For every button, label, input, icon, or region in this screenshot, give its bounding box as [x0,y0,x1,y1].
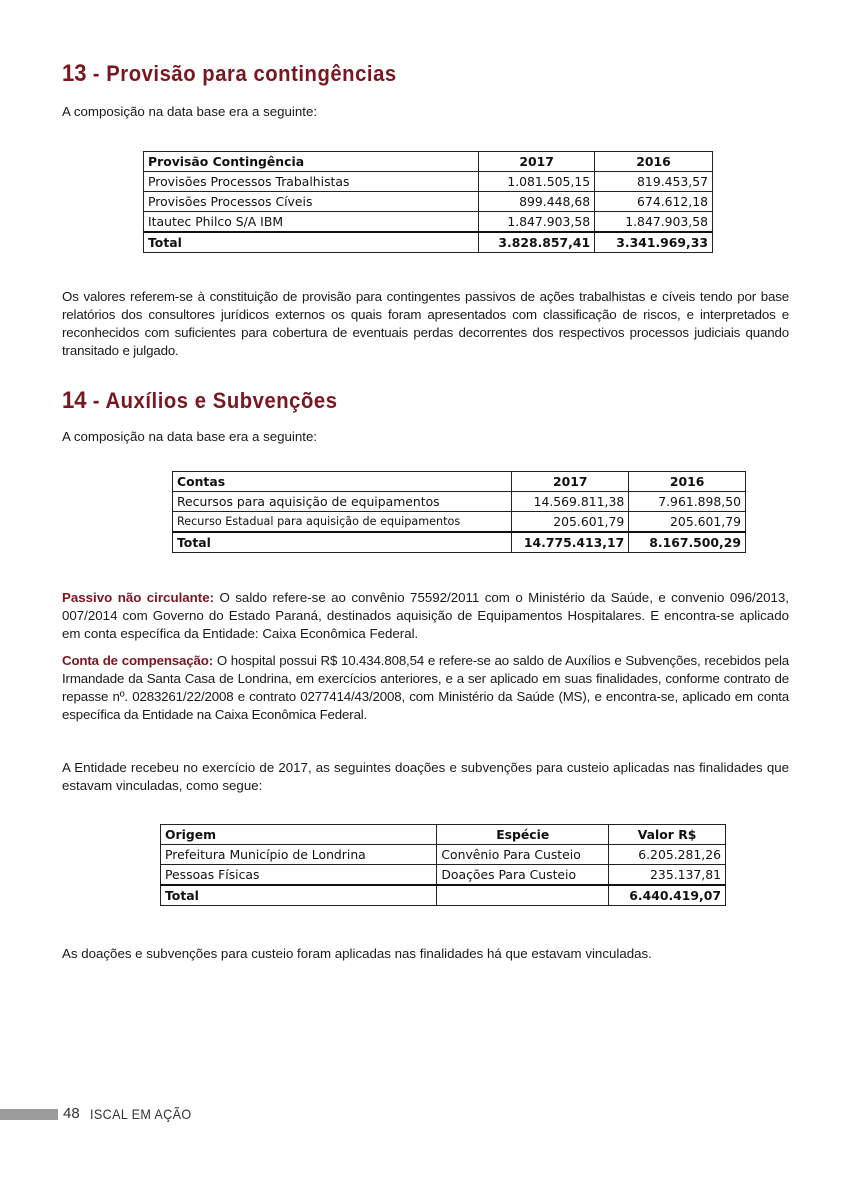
footer-bar [0,1109,58,1120]
table-cell: 205.601,79 [629,512,746,533]
table-row [144,192,713,212]
table-cell [437,885,609,906]
passivo-paragraph [62,589,789,643]
table-row [161,845,726,865]
table-cell: 3.828.857,41 [479,232,595,253]
section-14-number: 14 [62,387,87,414]
table-cell: Total [144,232,479,253]
table-cell: Prefeitura Município de Londrina [161,845,437,865]
table-cell: 14.775.413,17 [512,532,629,553]
section-14-intro: A composição na data base era a seguinte: [62,429,318,444]
table-cell: 14.569.811,38 [512,492,629,512]
section-13-paragraph: Os valores referem-se à constituição de provisão para contingentes passivos de ações trabalhistas e cíveis tendo por base relatórios dos consultores jurídicos externos os quais foram apresentados com classificação de riscos, e interpretados e reconhecidos com suficientes para cobertura de eventuais perdas decorrentes dos respectivos processos judiciais quando transitado e julgado. [62,289,789,358]
table-header-row [161,825,726,845]
compensacao-paragraph [62,652,789,724]
table-cell: 6.205.281,26 [609,845,726,865]
table-row [161,865,726,886]
table-cell: 8.167.500,29 [629,532,746,553]
page-footer [0,1105,240,1123]
table-cell: Itautec Philco S/A IBM [144,212,479,233]
section-14-title: - Auxílios e Subvenções [92,388,338,413]
doacoes-table [160,824,726,906]
table-cell: 899.448,68 [479,192,595,212]
table-row [173,492,746,512]
compensacao-label: Conta de compensação: [62,653,214,668]
table-header: 2016 [595,152,713,172]
passivo-text: O saldo refere-se ao convênio 75592/2011 com o Ministério da Saúde, e convenio 096/2013, 007/2014 com Governo do Estado Paraná, destinados aquisição de Equipamentos Hospitalares. E encontra-se aplicado em conta específica da Entidade: Caixa Econômica Federal. [62,590,789,641]
table-cell: Convênio Para Custeio [437,845,609,865]
table-header: Provisão Contingência [144,152,479,172]
table-row [144,172,713,192]
table-row [144,212,713,233]
provisao-table [143,151,713,253]
passivo-label: Passivo não circulante: [62,590,215,605]
auxilios-table [172,471,746,553]
table-cell: Recurso Estadual para aquisição de equipamentos [173,512,512,533]
table-header: 2017 [512,472,629,492]
table-cell: Pessoas Físicas [161,865,437,886]
compensacao-text: O hospital possui R$ 10.434.808,54 e refere-se ao saldo de Auxílios e Subvenções, recebidos pela Irmandade da Santa Casa de Londrina, em exercícios anteriores, e a ser aplicado em suas finalidades, conforme contrato de repasse nº. 0283261/22/2008 e contrato 0277414/43/2008, com Ministério da Saúde (MS), e encontra-se, aplicado em conta específica da Entidade na Caixa Econômica Federal. [62,653,789,722]
table-cell: Provisões Processos Trabalhistas [144,172,479,192]
table-cell: Provisões Processos Cíveis [144,192,479,212]
table-header: Espécie [437,825,609,845]
table-header: Contas [173,472,512,492]
doacoes-intro: A Entidade recebeu no exercício de 2017, as seguintes doações e subvenções para custeio aplicadas nas finalidades que estavam vinculadas, como segue: [62,760,789,793]
section-13-title: - Provisão para contingências [92,61,397,86]
table-cell: Recursos para aquisição de equipamentos [173,492,512,512]
table-total-row [173,532,746,553]
table-cell: 819.453,57 [595,172,713,192]
table-header: Origem [161,825,437,845]
table-cell: 6.440.419,07 [609,885,726,906]
table-cell: 1.847.903,58 [595,212,713,233]
table-header-row [144,152,713,172]
table-cell: Total [173,532,512,553]
table-cell: 235.137,81 [609,865,726,886]
table-total-row [144,232,713,253]
table-row [173,512,746,533]
table-header: 2017 [479,152,595,172]
table-cell: 205.601,79 [512,512,629,533]
section-13-heading [62,60,397,88]
table-cell: Total [161,885,437,906]
table-header: Valor R$ [609,825,726,845]
table-cell: 1.847.903,58 [479,212,595,233]
table-header-row [173,472,746,492]
closing-paragraph: As doações e subvenções para custeio foram aplicadas nas finalidades há que estavam vinculadas. [62,946,652,961]
table-cell: Doações Para Custeio [437,865,609,886]
table-cell: 7.961.898,50 [629,492,746,512]
section-14-heading [62,387,338,415]
page-number: 48 [63,1105,80,1122]
table-cell: 3.341.969,33 [595,232,713,253]
section-13-number: 13 [62,60,87,87]
table-cell: 674.612,18 [595,192,713,212]
table-header: 2016 [629,472,746,492]
table-total-row [161,885,726,906]
section-13-intro: A composição na data base era a seguinte: [62,104,318,119]
footer-brand: ISCAL EM AÇÃO [90,1106,192,1122]
table-cell: 1.081.505,15 [479,172,595,192]
